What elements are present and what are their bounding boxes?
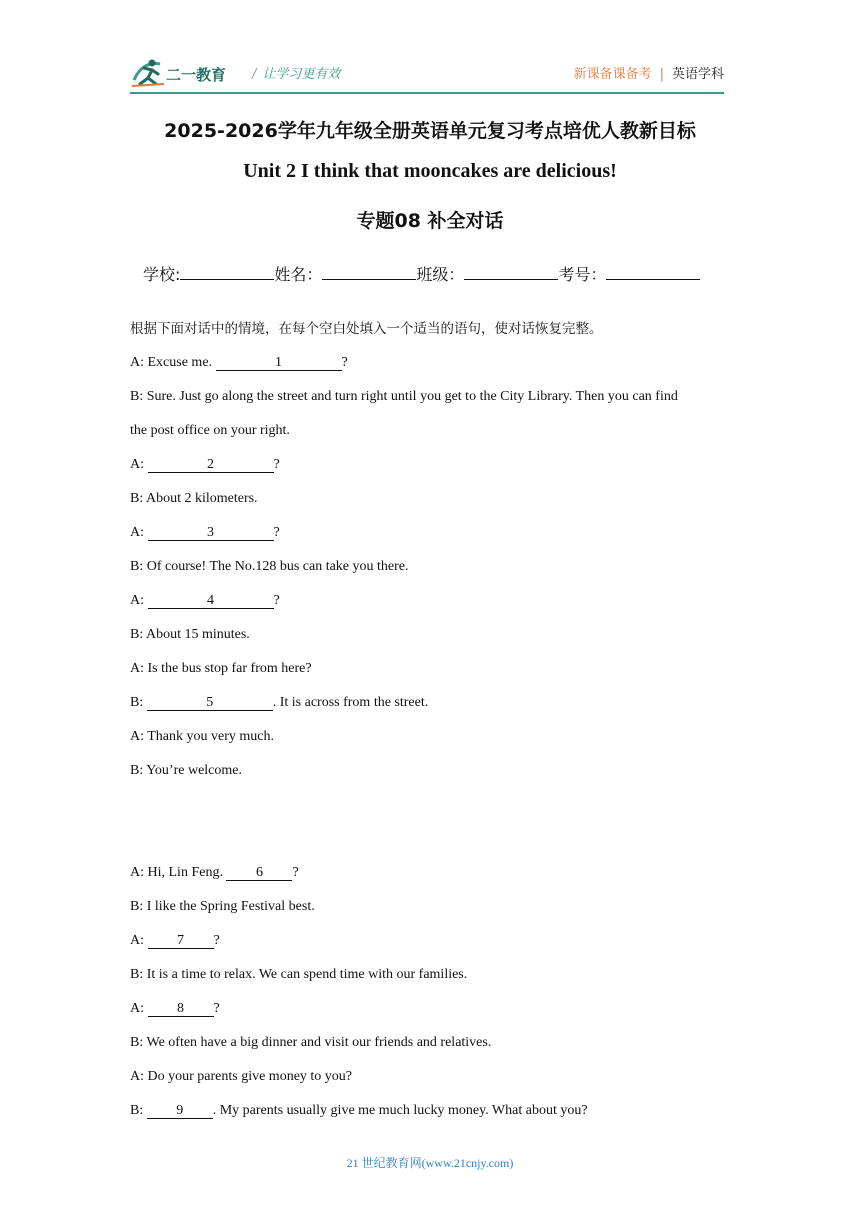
topic-title: 专题08 补全对话 xyxy=(356,210,504,232)
dialogue-line: B: Of course! The No.128 bus can take you there. xyxy=(130,559,409,574)
answer-blank-8[interactable]: 8 xyxy=(148,1001,214,1017)
name-field[interactable] xyxy=(322,265,416,280)
dialogue-line: B: About 15 minutes. xyxy=(130,627,250,642)
dialogue-line: A: 4 ? xyxy=(130,593,280,608)
unit-title: Unit 2 I think that mooncakes are delicious! xyxy=(243,160,617,182)
school-label: 学校: xyxy=(143,265,181,284)
dialogue-line: A: Excuse me. 1 ? xyxy=(130,355,348,370)
header-course: 新课备课备考 xyxy=(573,67,652,82)
class-label: 班级： xyxy=(416,265,465,284)
header-discipline: 英语学科 xyxy=(671,67,724,82)
class-field[interactable] xyxy=(464,265,558,280)
answer-blank-4[interactable]: 4 xyxy=(148,593,274,609)
dialogue-line: A: 7 ? xyxy=(130,933,220,948)
number-field[interactable] xyxy=(606,265,700,280)
dialogue-line: B: About 2 kilometers. xyxy=(130,491,258,506)
instruction: 根据下面对话中的情境，在每个空白处填入一个适当的语句，使对话恢复完整。 xyxy=(130,321,603,337)
dialogue-line: A: Hi, Lin Feng. 6 ? xyxy=(130,865,299,880)
dialogue-line: A: 2 ? xyxy=(130,457,280,472)
dialogue-line: B: It is a time to relax. We can spend time with our families. xyxy=(130,967,468,982)
slogan: / 让学习更有效 xyxy=(252,67,341,82)
answer-blank-1[interactable]: 1 xyxy=(216,355,342,371)
dialogue-line: the post office on your right. xyxy=(130,423,290,438)
answer-blank-6[interactable]: 6 xyxy=(226,865,292,881)
number-label: 考号： xyxy=(558,265,607,284)
dialogue-line: B: You’re welcome. xyxy=(130,763,242,778)
answer-blank-9[interactable]: 9 xyxy=(147,1103,213,1119)
footer-link[interactable]: 21 世纪教育网(www.21cnjy.com) xyxy=(346,1156,514,1170)
student-info xyxy=(143,262,700,285)
answer-blank-3[interactable]: 3 xyxy=(148,525,274,541)
answer-blank-5[interactable]: 5 xyxy=(147,695,273,711)
section-gap xyxy=(130,788,730,856)
dialogue-line: A: 8 ? xyxy=(130,1001,220,1016)
header-divider xyxy=(130,92,724,94)
dialogue-line: B: I like the Spring Festival best. xyxy=(130,899,315,914)
dialogue-line: A: Is the bus stop far from here? xyxy=(130,661,312,676)
dialogue-line: A: 3 ? xyxy=(130,525,280,540)
document-body xyxy=(130,312,730,1128)
dialogue-line: A: Thank you very much. xyxy=(130,729,274,744)
name-label: 姓名： xyxy=(274,265,323,284)
dialogue-line: B: 9 . My parents usually give me much lucky money. What about you? xyxy=(130,1103,588,1118)
answer-blank-7[interactable]: 7 xyxy=(148,933,214,949)
dialogue-line: B: We often have a big dinner and visit our friends and relatives. xyxy=(130,1035,492,1050)
header-subject: 新课备课备考 | 英语学科 xyxy=(573,67,724,82)
dialogue-line: B: 5 . It is across from the street. xyxy=(130,695,429,710)
main-title: 2025-2026学年九年级全册英语单元复习考点培优人教新目标 xyxy=(164,120,696,142)
dialogue-line: A: Do your parents give money to you? xyxy=(130,1069,353,1084)
school-field[interactable] xyxy=(180,265,274,280)
dialogue-line: B: Sure. Just go along the street and turn right until you get to the City Library. Then you can find xyxy=(130,389,678,404)
logo-icon xyxy=(130,56,240,90)
answer-blank-2[interactable]: 2 xyxy=(148,457,274,473)
page-header xyxy=(130,56,724,92)
logo-text: 二一教育 xyxy=(166,66,227,84)
